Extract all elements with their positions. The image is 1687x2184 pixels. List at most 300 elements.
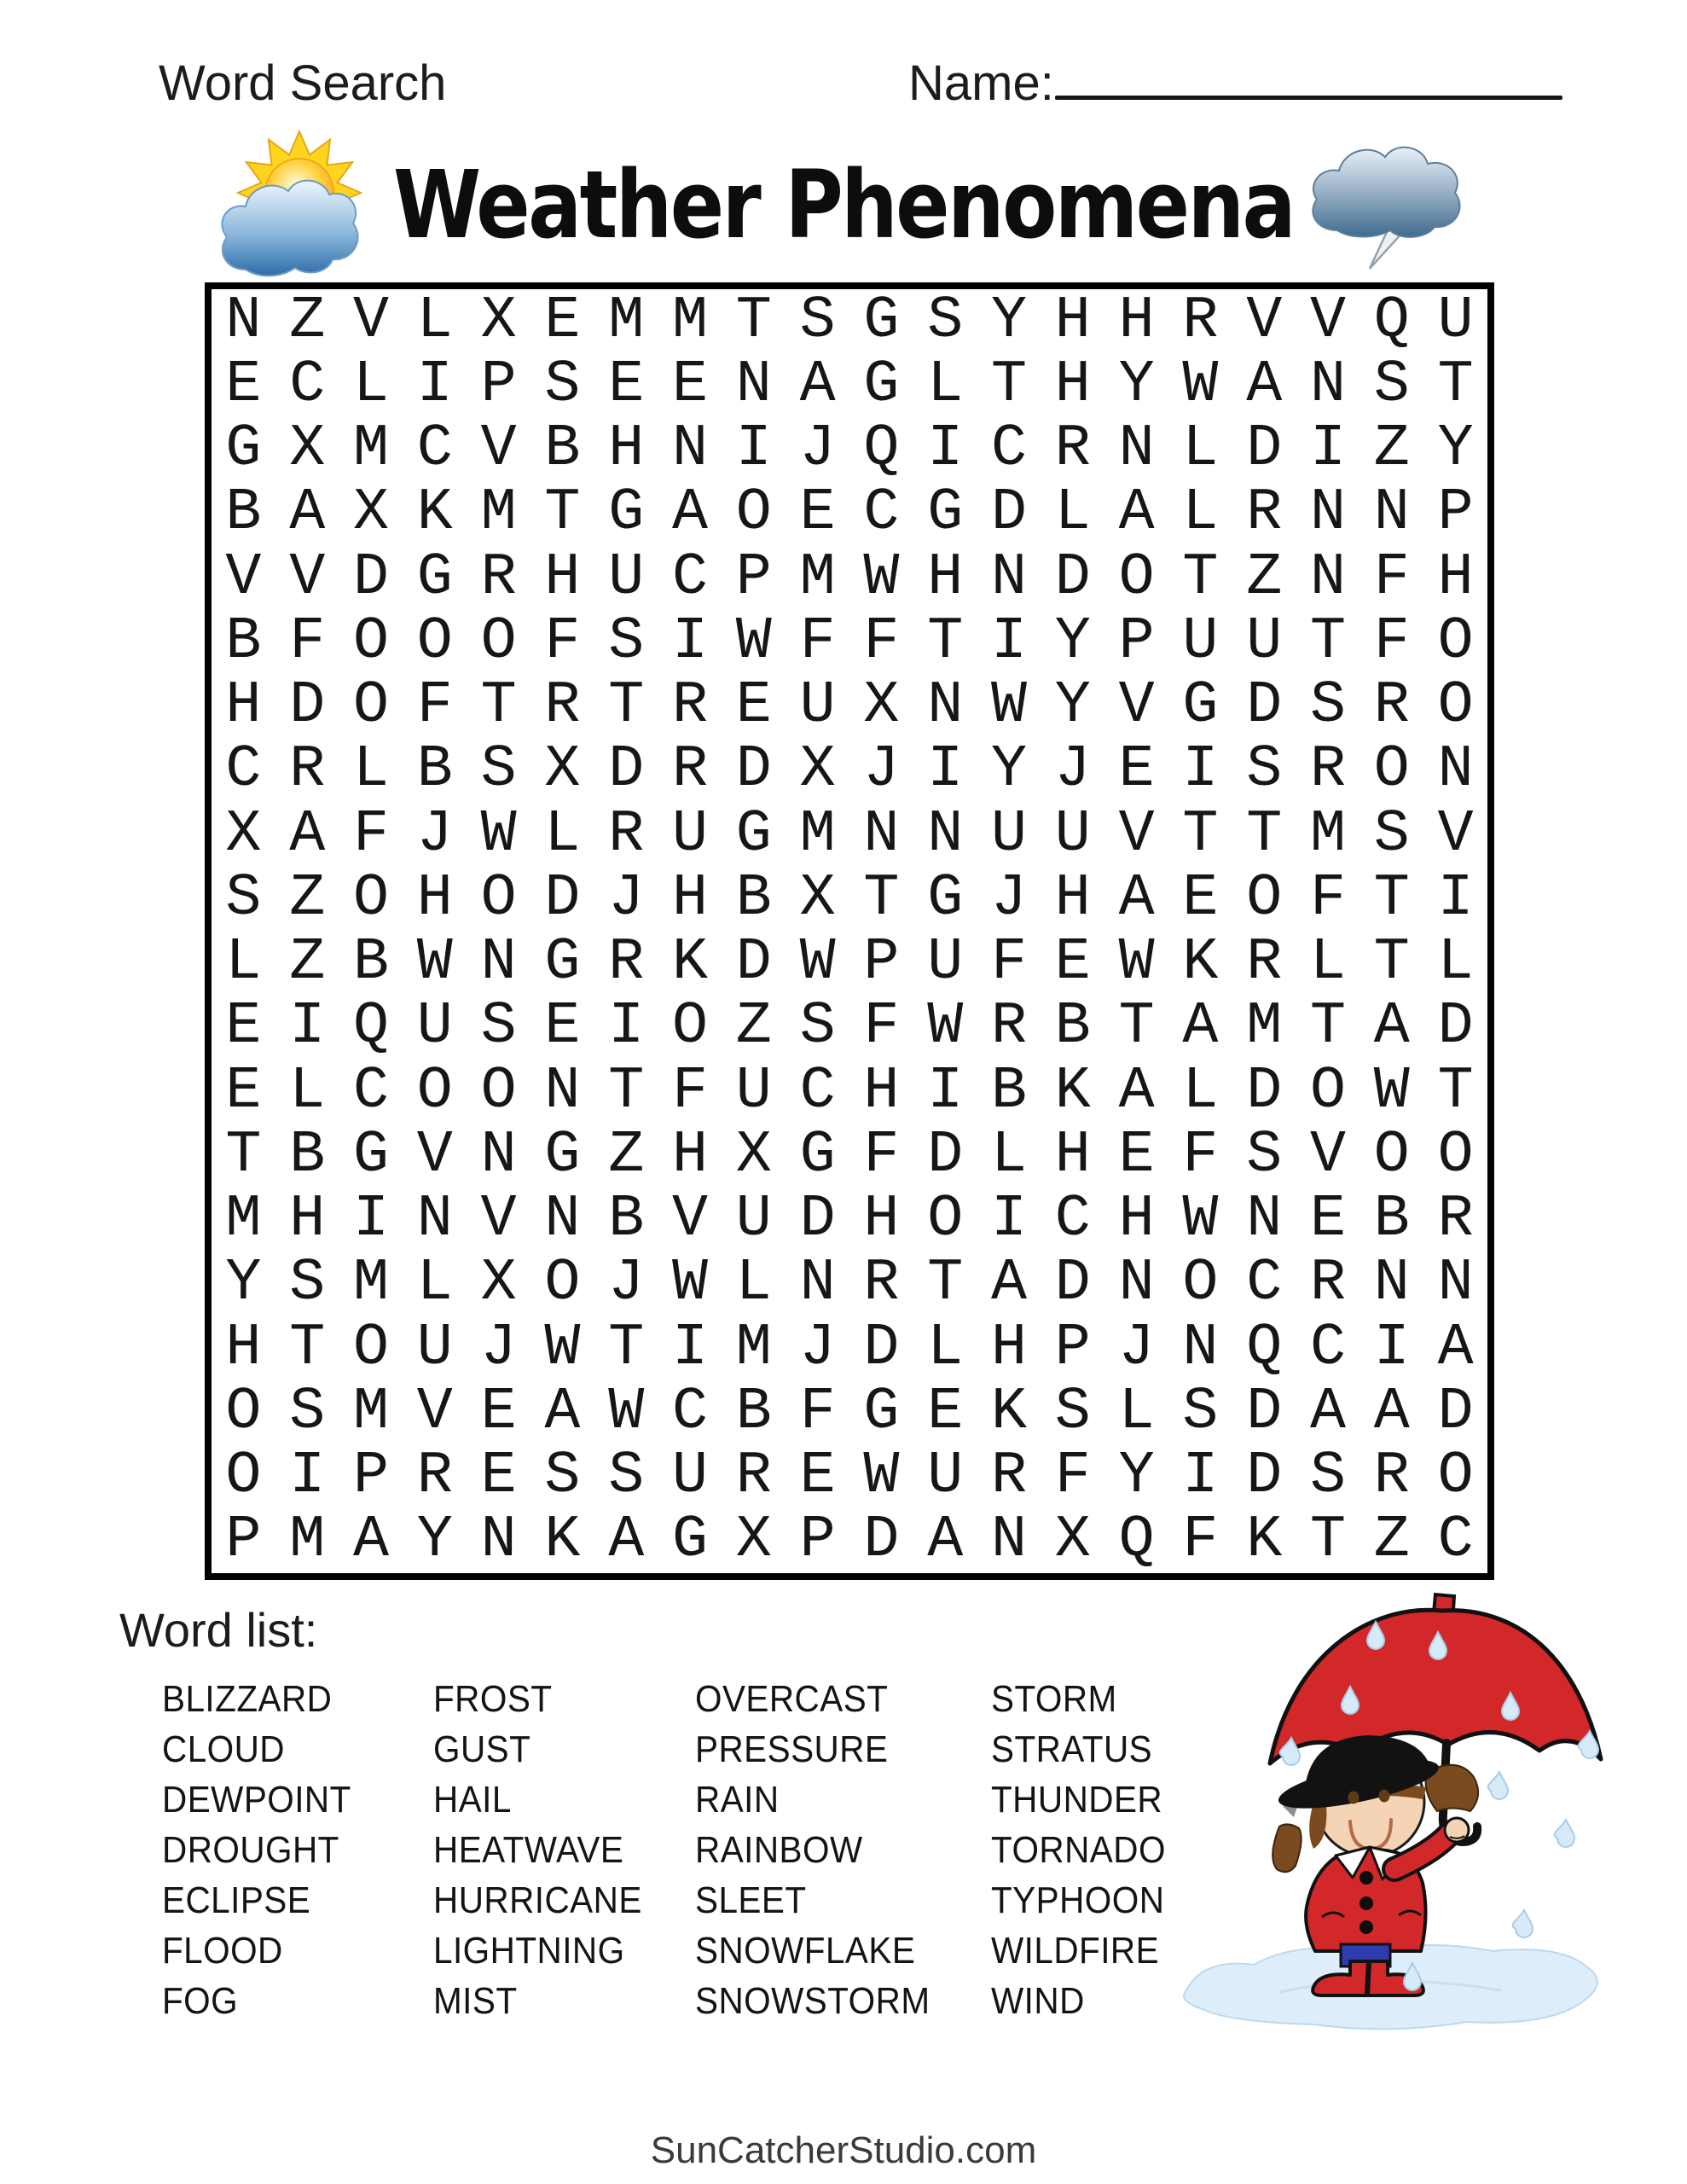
grid-cell: D xyxy=(544,864,581,932)
grid-cell: O xyxy=(352,864,389,932)
grid-cell: I xyxy=(990,1186,1027,1254)
word-list-column-3 xyxy=(695,1674,930,2026)
grid-cell: B xyxy=(416,736,453,804)
grid-cell: L xyxy=(1182,1057,1219,1125)
grid-cell: A xyxy=(1437,1314,1474,1382)
grid-cell: X xyxy=(863,672,900,741)
grid-cell: H xyxy=(1054,1121,1091,1189)
word-item: ECLIPSE xyxy=(162,1879,311,1921)
grid-cell: F xyxy=(863,1121,900,1189)
grid-cell: D xyxy=(1246,1443,1283,1511)
grid-cell: C xyxy=(225,736,262,804)
grid-cell: W xyxy=(927,993,964,1061)
grid-cell: S xyxy=(289,1378,326,1446)
grid-cell: L xyxy=(289,1057,326,1125)
grid-cell: U xyxy=(671,800,708,868)
grid-cell: V xyxy=(671,1186,708,1254)
grid-cell: U xyxy=(735,1057,772,1125)
grid-cell: D xyxy=(1054,543,1091,612)
grid-cell: L xyxy=(416,287,453,355)
grid-cell: H xyxy=(1118,287,1155,355)
grid-cell: T xyxy=(1437,1057,1474,1125)
grid-cell: Q xyxy=(1246,1314,1283,1382)
grid-cell: Y xyxy=(416,1507,453,1575)
grid-cell: O xyxy=(544,1250,581,1318)
grid-cell: Q xyxy=(1373,287,1410,355)
grid-cell: D xyxy=(1437,993,1474,1061)
grid-cell: Z xyxy=(608,1121,645,1189)
grid-cell: Y xyxy=(1118,351,1155,419)
grid-cell: F xyxy=(544,607,581,676)
word-item: SNOWSTORM xyxy=(695,1980,930,2022)
grid-cell: A xyxy=(1309,1378,1346,1446)
grid-cell: E xyxy=(544,993,581,1061)
word-item: LIGHTNING xyxy=(433,1930,625,1972)
grid-cell: R xyxy=(671,736,708,804)
grid-cell: T xyxy=(1309,1507,1346,1575)
grid-cell: F xyxy=(352,800,389,868)
grid-cell: G xyxy=(927,479,964,548)
grid-cell: Z xyxy=(1373,415,1410,484)
grid-cell: W xyxy=(1373,1057,1410,1125)
grid-cell: U xyxy=(416,1314,453,1382)
grid-cell: J xyxy=(1054,736,1091,804)
grid-cell: F xyxy=(1309,864,1346,932)
grid-cell: E xyxy=(671,351,708,419)
grid-cell: I xyxy=(352,1186,389,1254)
grid-cell: H xyxy=(225,672,262,741)
word-item: SNOWFLAKE xyxy=(695,1930,916,1972)
grid-cell: F xyxy=(1373,543,1410,612)
grid-cell: O xyxy=(1437,1121,1474,1189)
grid-cell: A xyxy=(289,800,326,868)
word-search-grid xyxy=(205,282,1494,1580)
grid-cell: T xyxy=(863,864,900,932)
grid-cell: V xyxy=(416,1378,453,1446)
grid-cell: B xyxy=(544,415,581,484)
grid-cell: E xyxy=(799,479,836,548)
grid-cell: F xyxy=(863,607,900,676)
grid-cell: C xyxy=(289,351,326,419)
grid-cell: T xyxy=(608,672,645,741)
grid-cell: L xyxy=(544,800,581,868)
grid-cell: A xyxy=(990,1250,1027,1318)
grid-cell: P xyxy=(799,1507,836,1575)
grid-cell: N xyxy=(990,543,1027,612)
grid-cell: O xyxy=(1182,1250,1219,1318)
grid-cell: M xyxy=(1246,993,1283,1061)
grid-cell: J xyxy=(1118,1314,1155,1382)
grid-cell: D xyxy=(1246,1378,1283,1446)
grid-cell: V xyxy=(1309,287,1346,355)
grid-cell: X xyxy=(544,736,581,804)
grid-cell: B xyxy=(225,479,262,548)
sun-behind-cloud-icon xyxy=(212,126,374,280)
grid-cell: M xyxy=(352,1378,389,1446)
grid-cell: T xyxy=(1309,607,1346,676)
grid-cell: W xyxy=(416,929,453,997)
grid-cell: E xyxy=(480,1378,517,1446)
grid-cell: U xyxy=(927,929,964,997)
grid-cell: T xyxy=(927,1250,964,1318)
grid-cell: L xyxy=(1118,1378,1155,1446)
grid-cell: X xyxy=(1054,1507,1091,1575)
grid-cell: A xyxy=(927,1507,964,1575)
grid-cell: N xyxy=(544,1057,581,1125)
grid-cell: V xyxy=(1118,800,1155,868)
grid-cell: H xyxy=(289,1186,326,1254)
grid-cell: O xyxy=(1118,543,1155,612)
grid-cell: E xyxy=(544,287,581,355)
grid-cell: V xyxy=(1309,1121,1346,1189)
word-item: STORM xyxy=(991,1678,1117,1720)
grid-cell: A xyxy=(1118,479,1155,548)
grid-cell: B xyxy=(352,929,389,997)
grid-cell: S xyxy=(1373,800,1410,868)
grid-cell: F xyxy=(1054,1443,1091,1511)
grid-cell: S xyxy=(1309,1443,1346,1511)
grid-cell: N xyxy=(480,1121,517,1189)
grid-cell: R xyxy=(863,1250,900,1318)
grid-cell: R xyxy=(480,543,517,612)
grid-cell: S xyxy=(480,993,517,1061)
grid-cell: P xyxy=(735,543,772,612)
grid-cell: H xyxy=(863,1057,900,1125)
grid-cell: Z xyxy=(289,864,326,932)
grid-cell: F xyxy=(863,993,900,1061)
grid-cell: M xyxy=(799,800,836,868)
grid-cell: C xyxy=(352,1057,389,1125)
grid-cell: R xyxy=(1309,736,1346,804)
grid-cell: V xyxy=(1437,800,1474,868)
grid-cell: E xyxy=(1118,736,1155,804)
grid-cell: U xyxy=(671,1443,708,1511)
word-item: WILDFIRE xyxy=(991,1930,1160,1972)
grid-cell: E xyxy=(225,1057,262,1125)
grid-cell: G xyxy=(799,1121,836,1189)
grid-cell: A xyxy=(289,479,326,548)
grid-cell: D xyxy=(608,736,645,804)
grid-cell: L xyxy=(1182,415,1219,484)
grid-cell: P xyxy=(225,1507,262,1575)
grid-cell: I xyxy=(1182,1443,1219,1511)
grid-cell: L xyxy=(225,929,262,997)
grid-cell: A xyxy=(799,351,836,419)
grid-cell: E xyxy=(799,1443,836,1511)
grid-cell: N xyxy=(480,929,517,997)
grid-cell: S xyxy=(1246,1121,1283,1189)
grid-cell: E xyxy=(225,351,262,419)
grid-cell: T xyxy=(1373,864,1410,932)
grid-cell: R xyxy=(608,929,645,997)
grid-cell: V xyxy=(480,1186,517,1254)
grid-cell: O xyxy=(416,607,453,676)
grid-cell: R xyxy=(544,672,581,741)
grid-cell: C xyxy=(671,1378,708,1446)
grid-cell: L xyxy=(352,736,389,804)
grid-cell: H xyxy=(1054,287,1091,355)
grid-cell: U xyxy=(1054,800,1091,868)
grid-cell: E xyxy=(1118,1121,1155,1189)
grid-cell: C xyxy=(863,479,900,548)
grid-cell: A xyxy=(1373,993,1410,1061)
grid-cell: O xyxy=(927,1186,964,1254)
grid-cell: G xyxy=(671,1507,708,1575)
grid-cell: R xyxy=(990,993,1027,1061)
grid-cell: V xyxy=(225,543,262,612)
grid-cell: W xyxy=(735,607,772,676)
grid-cell: O xyxy=(352,1314,389,1382)
grid-cell: A xyxy=(544,1378,581,1446)
grid-cell: U xyxy=(799,672,836,741)
grid-cell: J xyxy=(863,736,900,804)
grid-cell: U xyxy=(1246,607,1283,676)
grid-cell: X xyxy=(480,1250,517,1318)
grid-cell: G xyxy=(863,287,900,355)
grid-cell: S xyxy=(544,1443,581,1511)
grid-cell: R xyxy=(671,672,708,741)
grid-cell: O xyxy=(671,993,708,1061)
grid-cell: L xyxy=(1309,929,1346,997)
grid-cell: I xyxy=(1373,1314,1410,1382)
grid-cell: H xyxy=(863,1186,900,1254)
grid-cell: O xyxy=(480,607,517,676)
grid-cell: Y xyxy=(1054,672,1091,741)
grid-cell: N xyxy=(1309,479,1346,548)
grid-cell: S xyxy=(1246,736,1283,804)
grid-cell: S xyxy=(1309,672,1346,741)
grid-cell: E xyxy=(608,351,645,419)
grid-cell: E xyxy=(735,672,772,741)
grid-cell: J xyxy=(799,1314,836,1382)
grid-cell: Y xyxy=(990,736,1027,804)
word-item: PRESSURE xyxy=(695,1728,889,1770)
grid-cell: Q xyxy=(352,993,389,1061)
word-item: THUNDER xyxy=(991,1779,1163,1821)
grid-cell: P xyxy=(1118,607,1155,676)
grid-cell: M xyxy=(671,287,708,355)
word-item: HAIL xyxy=(433,1779,512,1821)
storm-cloud-lightning-icon xyxy=(1296,135,1480,280)
grid-cell: K xyxy=(1054,1057,1091,1125)
grid-cell: O xyxy=(1437,1443,1474,1511)
grid-cell: A xyxy=(352,1507,389,1575)
grid-cell: R xyxy=(1246,479,1283,548)
grid-cell: H xyxy=(544,543,581,612)
grid-cell: N xyxy=(1309,543,1346,612)
grid-cell: C xyxy=(990,415,1027,484)
grid-cell: N xyxy=(927,800,964,868)
grid-cell: L xyxy=(416,1250,453,1318)
name-label: Name: xyxy=(908,55,1054,111)
grid-cell: L xyxy=(1437,929,1474,997)
grid-cell: G xyxy=(863,351,900,419)
grid-cell: O xyxy=(225,1443,262,1511)
grid-cell: G xyxy=(225,415,262,484)
grid-cell: V xyxy=(352,287,389,355)
grid-cell: W xyxy=(990,672,1027,741)
grid-cell: M xyxy=(480,479,517,548)
grid-cell: O xyxy=(1437,672,1474,741)
grid-cell: S xyxy=(608,607,645,676)
grid-cell: G xyxy=(1182,672,1219,741)
grid-cell: T xyxy=(544,479,581,548)
grid-cell: O xyxy=(1437,607,1474,676)
grid-cell: T xyxy=(735,287,772,355)
grid-cell: D xyxy=(927,1121,964,1189)
grid-cell: M xyxy=(735,1314,772,1382)
grid-cell: N xyxy=(1437,736,1474,804)
grid-cell: Y xyxy=(1054,607,1091,676)
grid-cell: I xyxy=(289,1443,326,1511)
grid-cell: T xyxy=(990,351,1027,419)
grid-cell: A xyxy=(1118,864,1155,932)
grid-cell: C xyxy=(416,415,453,484)
word-list-column-4 xyxy=(991,1674,1166,2026)
grid-cell: M xyxy=(608,287,645,355)
grid-cell: X xyxy=(289,415,326,484)
grid-cell: F xyxy=(289,607,326,676)
grid-cell: F xyxy=(1373,607,1410,676)
grid-cell: L xyxy=(927,351,964,419)
grid-cell: F xyxy=(799,607,836,676)
word-item: SLEET xyxy=(695,1879,807,1921)
grid-cell: R xyxy=(1182,287,1219,355)
grid-cell: H xyxy=(671,864,708,932)
grid-cell: D xyxy=(990,479,1027,548)
grid-cell: D xyxy=(863,1314,900,1382)
word-item: STRATUS xyxy=(991,1728,1153,1770)
grid-cell: B xyxy=(990,1057,1027,1125)
grid-cell: K xyxy=(671,929,708,997)
grid-cell: I xyxy=(990,607,1027,676)
grid-cell: I xyxy=(608,993,645,1061)
grid-cell: X xyxy=(352,479,389,548)
word-item: CLOUD xyxy=(162,1728,286,1770)
grid-cell: R xyxy=(1373,1443,1410,1511)
grid-cell: X xyxy=(735,1121,772,1189)
grid-cell: J xyxy=(608,864,645,932)
word-item: RAIN xyxy=(695,1779,780,1821)
grid-cell: H xyxy=(608,415,645,484)
grid-cell: S xyxy=(289,1250,326,1318)
grid-cell: S xyxy=(1182,1378,1219,1446)
grid-cell: G xyxy=(608,479,645,548)
umbrella-girl-illustration xyxy=(1177,1583,1663,2137)
grid-cell: T xyxy=(1373,929,1410,997)
grid-cell: P xyxy=(863,929,900,997)
grid-cell: H xyxy=(671,1121,708,1189)
grid-cell: N xyxy=(1373,479,1410,548)
grid-cell: H xyxy=(927,543,964,612)
grid-cell: C xyxy=(1054,1186,1091,1254)
grid-cell: N xyxy=(927,672,964,741)
grid-cell: O xyxy=(1309,1057,1346,1125)
grid-cell: I xyxy=(735,415,772,484)
grid-cell: N xyxy=(1118,415,1155,484)
grid-cell: W xyxy=(544,1314,581,1382)
grid-cell: M xyxy=(352,415,389,484)
grid-cell: D xyxy=(1437,1378,1474,1446)
grid-cell: Y xyxy=(225,1250,262,1318)
grid-cell: I xyxy=(1309,415,1346,484)
grid-cell: F xyxy=(1182,1507,1219,1575)
grid-cell: O xyxy=(1373,736,1410,804)
grid-cell: X xyxy=(480,287,517,355)
grid-cell: M xyxy=(1309,800,1346,868)
grid-cell: W xyxy=(608,1378,645,1446)
puzzle-title: Weather Phenomena xyxy=(392,150,1295,259)
grid-cell: R xyxy=(990,1443,1027,1511)
grid-cell: O xyxy=(480,864,517,932)
grid-cell: J xyxy=(799,415,836,484)
grid-cell: D xyxy=(352,543,389,612)
grid-cell: U xyxy=(416,993,453,1061)
grid-cell: D xyxy=(289,672,326,741)
grid-cell: W xyxy=(671,1250,708,1318)
grid-cell: O xyxy=(225,1378,262,1446)
grid-cell: C xyxy=(1309,1314,1346,1382)
grid-cell: K xyxy=(1246,1507,1283,1575)
grid-cell: B xyxy=(1054,993,1091,1061)
word-item: DEWPOINT xyxy=(162,1779,351,1821)
grid-cell: V xyxy=(1246,287,1283,355)
grid-cell: B xyxy=(225,607,262,676)
word-item: FOG xyxy=(162,1980,239,2022)
grid-cell: D xyxy=(1246,1057,1283,1125)
grid-cell: S xyxy=(1373,351,1410,419)
grid-cell: Z xyxy=(289,287,326,355)
grid-cell: R xyxy=(735,1443,772,1511)
grid-cell: Q xyxy=(1118,1507,1155,1575)
grid-cell: H xyxy=(1437,543,1474,612)
grid-cell: M xyxy=(289,1507,326,1575)
grid-cell: N xyxy=(416,1186,453,1254)
grid-cell: L xyxy=(1182,479,1219,548)
grid-cell: T xyxy=(1118,993,1155,1061)
grid-cell: P xyxy=(1054,1314,1091,1382)
grid-cell: A xyxy=(1182,993,1219,1061)
grid-cell: S xyxy=(799,993,836,1061)
grid-cell: O xyxy=(1246,864,1283,932)
grid-cell: B xyxy=(608,1186,645,1254)
grid-cell: I xyxy=(927,1057,964,1125)
grid-cell: T xyxy=(480,672,517,741)
grid-cell: B xyxy=(289,1121,326,1189)
grid-cell: H xyxy=(416,864,453,932)
grid-cell: D xyxy=(799,1186,836,1254)
grid-cell: R xyxy=(289,736,326,804)
word-item: DROUGHT xyxy=(162,1829,339,1871)
grid-cell: W xyxy=(1118,929,1155,997)
grid-cell: S xyxy=(1054,1378,1091,1446)
grid-cell: T xyxy=(608,1314,645,1382)
grid-cell: E xyxy=(1182,864,1219,932)
grid-cell: O xyxy=(480,1057,517,1125)
grid-cell: T xyxy=(289,1314,326,1382)
grid-cell: H xyxy=(225,1314,262,1382)
grid-cell: J xyxy=(480,1314,517,1382)
grid-cell: I xyxy=(1437,864,1474,932)
grid-cell: G xyxy=(735,800,772,868)
word-item: MIST xyxy=(433,1980,518,2022)
grid-cell: C xyxy=(671,543,708,612)
grid-cell: R xyxy=(608,800,645,868)
grid-cell: A xyxy=(671,479,708,548)
grid-cell: H xyxy=(1118,1186,1155,1254)
grid-cell: V xyxy=(1118,672,1155,741)
grid-cell: E xyxy=(225,993,262,1061)
